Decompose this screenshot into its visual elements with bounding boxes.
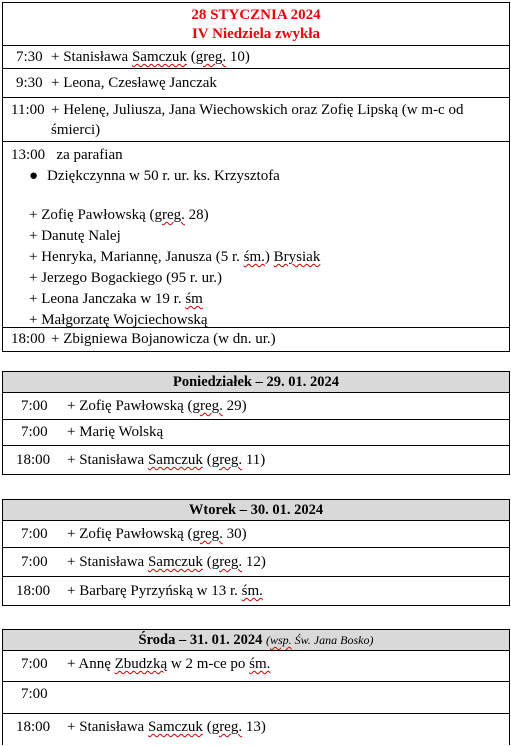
mass-time: 9:30 — [16, 75, 43, 91]
wednesday-header: Środa – 31. 01. 2024 (wsp. Św. Jana Bosko) — [3, 630, 509, 651]
mass-time: 7:00 — [21, 656, 48, 672]
mass-time: 7:00 — [21, 554, 48, 570]
mass-intention: + Stanisława Samczuk (greg. 12) — [67, 554, 266, 570]
table-row — [3, 714, 509, 744]
table-row — [3, 446, 509, 474]
mass-time: 18:00 — [16, 452, 51, 468]
table-row — [3, 651, 509, 682]
table-row — [3, 393, 509, 420]
list-item: ● Dziękczynna w 50 r. ur. ks. Krzysztofa — [3, 165, 509, 187]
mass-time: 7:00 — [21, 398, 48, 414]
mass-time: 18:00 — [16, 719, 51, 735]
mass-intention: + Leona, Czesławę Janczak — [51, 75, 217, 91]
mass-time: 7:00 — [21, 424, 48, 440]
wednesday-table — [2, 629, 510, 745]
table-row — [3, 46, 509, 69]
sunday-date: 28 STYCZNIA 2024 — [191, 7, 321, 23]
list-item: + Leona Janczaka w 19 r. śm — [29, 291, 203, 307]
bullet-icon: ● — [29, 168, 39, 184]
mass-time: 18:00 — [11, 331, 46, 347]
table-row — [3, 142, 509, 328]
tuesday-header: Wtorek – 30. 01. 2024 — [3, 500, 509, 521]
list-item: + Danutę Nalej — [29, 228, 121, 244]
mass-intention: + Marię Wolską — [67, 424, 164, 440]
mass-intention: + Stanisława Samczuk (greg. 10) — [51, 49, 250, 65]
mass-intention: + Stanisława Samczuk (greg. 11) — [67, 452, 266, 468]
mass-intention: + Helenę, Juliusza, Jana Wiechowskich oraz Zofię Lipską (w m-c od śmierci) — [51, 102, 464, 138]
mass-intention: + Barbarę Pyrzyńską w 13 r. śm. — [67, 583, 263, 599]
mass-intention: + Annę Zbudzką w 2 m-ce po śm. — [67, 656, 271, 672]
mass-intention: + Stanisława Samczuk (greg. 13) — [67, 719, 266, 735]
table-row — [3, 98, 509, 142]
mass-time: 11:00 — [11, 102, 45, 118]
list-item: + Małgorzatę Wojciechowską — [29, 312, 208, 328]
mass-time: 7:00 — [21, 686, 48, 702]
sunday-table — [2, 2, 510, 352]
tuesday-table — [2, 499, 510, 606]
mass-intention: + Zbigniewa Bojanowicza (w dn. ur.) — [51, 331, 276, 347]
parish-label: za parafian — [56, 147, 123, 163]
sunday-name: IV Niedziela zwykła — [191, 26, 321, 42]
feast-note: (wsp. Św. Jana Bosko) — [265, 633, 374, 647]
table-row — [3, 548, 509, 577]
table-row — [3, 682, 509, 714]
sunday-header — [3, 3, 509, 46]
table-row — [3, 577, 509, 605]
table-row — [3, 521, 509, 548]
mass-time: 13:00 — [11, 147, 46, 163]
mass-time: 7:00 — [21, 526, 48, 542]
monday-header: Poniedziałek – 29. 01. 2024 — [3, 372, 509, 393]
list-item: + Jerzego Bogackiego (95 r. ur.) — [29, 270, 222, 286]
mass-intention: + Zofię Pawłowską (greg. 30) — [67, 526, 247, 542]
list-item: + Zofię Pawłowską (greg. 28) — [29, 207, 209, 223]
mass-intention: + Zofię Pawłowską (greg. 29) — [67, 398, 247, 414]
mass-time: 18:00 — [16, 583, 51, 599]
monday-table — [2, 371, 510, 475]
intention-list — [3, 205, 509, 331]
table-row — [3, 420, 509, 446]
table-row — [3, 328, 509, 351]
table-row — [3, 69, 509, 98]
list-item: + Henryka, Mariannę, Janusza (5 r. śm.) Brysiak — [29, 249, 321, 265]
mass-time: 7:30 — [16, 49, 43, 65]
